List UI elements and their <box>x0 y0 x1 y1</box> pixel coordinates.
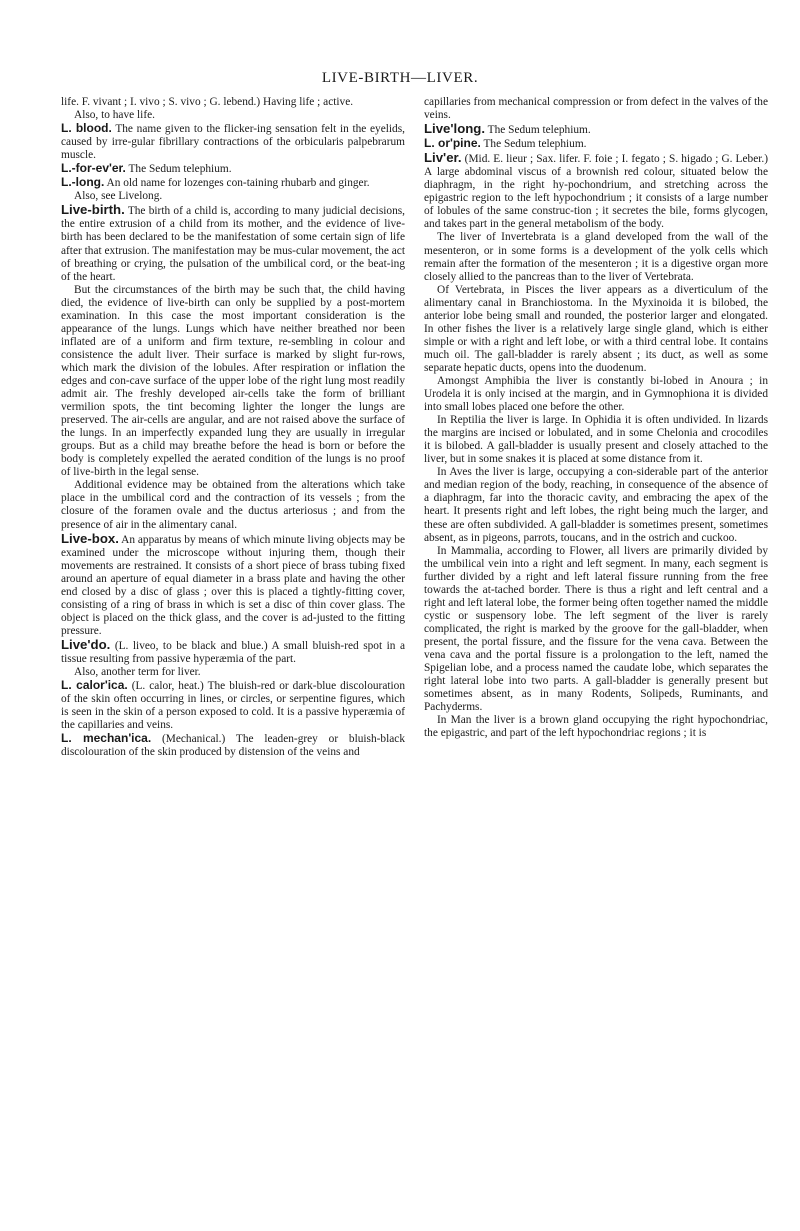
paragraph: In Mammalia, according to Flower, all livers are primarily divided by the umbilical vein into a right and left segment. In many, each segment is further divided by a right and left lateral fissure running from the free towards the at-tached border. There is thus a right and left central and a right and left lateral lobe, the former being often together named the middle cystic or suspensory lobe. The left segment of the liver is rarely complicated, the right is marked by the groove for the gall-bladder, when present, the portal fissure, and the fissure for the vena cava. Between the vena cava and the portal fissure is a prolongation to the left, named the Spigelian lobe, and a process named the caudate lobe, which separates the right lateral lobe into two parts. A gall-bladder is generally present but sometimes absent, as in many Rodents, Solipeds, Ruminants, and Pachyderms. <box>424 544 768 714</box>
headword: L.-for-ev'er. <box>61 161 126 176</box>
headword: Liv'er. <box>424 150 462 166</box>
paragraph: In Aves the liver is large, occupying a con-siderable part of the anterior and median region of the body, reaching, in consequence of the absence of a diaphragm, far into the thoracic cavity, and embracing the apex of the heart. It presents right and left lobes, the right being much the larger, and these are often subdivided. A gall-bladder is sometimes present, sometimes absent, as in pigeons, parrots, toucans, and in the ostrich and cuckoo. <box>424 466 768 544</box>
entry-l-blood <box>61 122 405 162</box>
headword: L. blood. <box>61 121 112 136</box>
paragraph: Also, to have life. <box>74 109 155 122</box>
definition: (L. calor, heat.) The bluish-red or dark-blue discolouration of the skin often occurring in lines, or circles, or serpentine figures, which is seen in the skin of a person exposed to cold. It is a passive hyperæmia of the capillaries and veins. <box>61 680 405 732</box>
paragraph: The liver of Invertebrata is a gland developed from the wall of the mesenteron, or in some forms is a development of the yolk cells which remain after the formation of the mesenteron ; it is a digestive organ more closely allied to the pancreas than to the liver of Vertebrata. <box>424 231 768 283</box>
headword: L.-long. <box>61 175 105 190</box>
definition: The Sedum telephium. <box>485 124 591 137</box>
headword: L. calor'ica. <box>61 678 128 693</box>
paragraph: In Reptilia the liver is large. In Ophidia it is often undivided. In lizards the margins are incised or lobulated, and in some Chelonia and crocodiles it is bilobed. A gall-bladder is usually present and closely attached to the liver, but in some snakes it is placed at some distance from it. <box>424 414 768 466</box>
paragraph: In Man the liver is a brown gland occupying the right hypochondriac, the epigastric, and part of the left hypochondriac regions ; it is <box>424 714 768 740</box>
entry-live-birth <box>61 203 405 283</box>
entry-livelong <box>424 122 768 137</box>
definition: The birth of a child is, according to many judicial decisions, the entire extrusion of a child from its mother, and the evidence of live-birth has been declared to be the manifestation of some certain sign of life after that extrusion. The manifestation may be mus-cular movement, the act of breathing or crying, the pulsation of the umbilical cord, or the beat-ing of the heart. <box>61 205 405 283</box>
running-head: LIVE-BIRTH—LIVER. <box>321 70 479 86</box>
entry-live-box <box>61 532 405 638</box>
definition: An old name for lozenges con-taining rhubarb and ginger. <box>104 177 370 190</box>
paragraph: Amongst Amphibia the liver is constantly bi-lobed in Anoura ; in Urodela it is only incised at the margin, and in Gymnophiona it is divided into small lobes placed one before the other. <box>424 374 768 414</box>
paragraph: But the circumstances of the birth may be such that, the child having died, the evidence of live-birth can only be supplied by a post-mortem examination. In this case the most important consideration is the appearance of the lungs. Lungs which have neither breathed nor been inflated are of a uniform and firm texture, re-sembling in colour and consistence the adult liver. Their surface is marked by slight fur-rows, which mark the division of the lobules. After respiration or inflation the edges and con-cave surface of the upper lobe of the right lung most readily admit air. The freshly developed air-cells take the form of brilliant vermilion spots, the tint becoming lighter the longer the lungs are preserved. The air-cells are angular, and are not raised above the surface of the lungs. In an imperfectly expanded lung they are usually in irregular groups. But as a child may breathe before the head is born or before the body is completely expelled the aerated condition of the lungs is no proof of live-birth in the legal sense. <box>61 283 405 479</box>
entry-continuation: life. F. vivant ; I. vivo ; S. vivo ; G. lebend.) Having life ; active. <box>61 96 354 108</box>
definition: The Sedum telephium. <box>125 163 232 176</box>
entry-livedo <box>61 638 405 666</box>
paragraph: Additional evidence may be obtained from the alterations which take place in the umbilical cord and the contraction of its vessels ; from the closure of the foramen ovale and the ductus arteriosus ; and from the presence of air in the alimentary canal. <box>61 479 405 531</box>
entry-l-mechanica <box>61 732 405 759</box>
right-column <box>424 96 768 740</box>
headword: Live-birth. <box>61 202 125 218</box>
entry-l-calorica <box>61 679 405 732</box>
headword: Live'long. <box>424 121 486 137</box>
definition: (Mechanical.) The leaden-grey or bluish-black discolouration of the skin produced by distension of the veins and <box>61 733 405 759</box>
entry-continuation: capillaries from mechanical compression or from defect in the valves of the veins. <box>424 96 768 122</box>
entry-liver <box>424 151 768 231</box>
definition: (Mid. E. lieur ; Sax. lifer. F. foie ; I. fegato ; S. higado ; G. Leber.) A large abdominal viscus of a brownish red colour, situated below the diaphragm, in the right hy-pochondrium, and stretching across the epigastric region to the left hypochondrium ; it consists of a large number of lobules of the same construc-tion ; it secretes the bile, forms glycogen, and takes part in the general metabolism of the body. <box>424 153 768 231</box>
paragraph: Also, another term for liver. <box>74 666 201 679</box>
headword: Live'do. <box>61 636 111 652</box>
paragraph: Of Vertebrata, in Pisces the liver appears as a diverticulum of the alimentary canal in Branchiostoma. In the Myxinoida it is bilobed, the anterior lobe being small and rounded, the posterior larger and elongated. In other fishes the liver is a relatively large single gland, which is either simple or with a right and left lobe, or with a third central lobe. It contains much oil. The gall-bladder is rarely absent ; its duct, as well as some separate hepatic ducts, opens into the duodenum. <box>424 283 768 374</box>
headword: L. or'pine. <box>424 136 481 151</box>
left-column <box>61 96 405 759</box>
definition: The Sedum telephium. <box>480 138 587 151</box>
entry-l-orpine <box>424 137 768 151</box>
entry-l-long <box>61 176 405 190</box>
headword: Live-box. <box>61 530 119 546</box>
headword: L. mechan'ica. <box>61 731 152 746</box>
definition: (L. liveo, to be black and blue.) A small bluish-red spot in a tissue resulting from passive hyperæmia of the part. <box>61 639 405 665</box>
entry-l-for-ever <box>61 162 405 176</box>
definition: An apparatus by means of which minute living objects may be examined under the microscope without injuring them, though their movements are restrained. It consists of a short piece of brass tubing fixed around an aperture of equal diameter in a brass plate and having the other end closed by a disc of glass ; over this is placed a tightly-fitting cover, consisting of a ring of brass in which is set a disc of thin cover glass. The object is placed on the thick glass, and the cover is ad-justed to the fitting pressure. <box>61 533 405 637</box>
definition: The name given to the flicker-ing sensation felt in the eyelids, caused by irre-gular fibrillary contractions of the orbicularis palpebrarum muscle. <box>61 123 405 162</box>
paragraph: Also, see Livelong. <box>74 190 163 203</box>
